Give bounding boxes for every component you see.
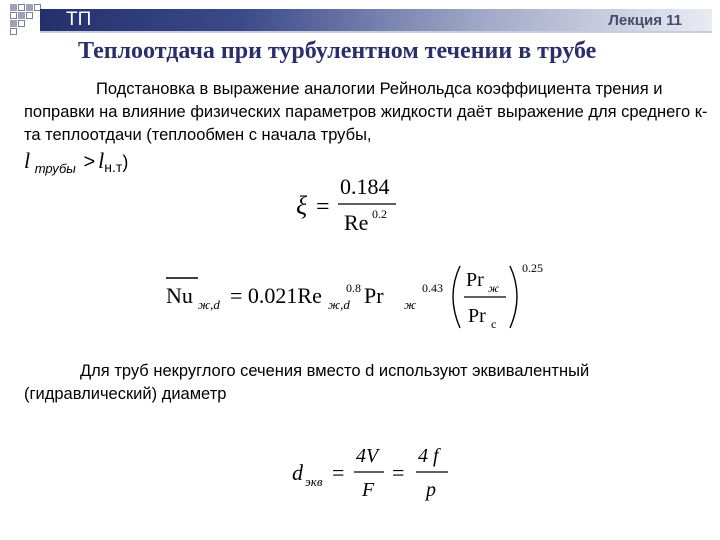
d-subscript: экв: [305, 474, 323, 489]
xi-denominator-exponent: 0.2: [372, 207, 387, 221]
d-equals-2: =: [392, 460, 405, 485]
l2-subscript: н.т: [104, 159, 123, 175]
paragraph-1-text: Подстановка в выражение аналогии Рейнольдса коэффициента трения и поправки на влияние физических параметров жидкости даёт выражение для среднего к-та теплоотдачи (теплообмен с начала трубы,: [24, 80, 708, 144]
pr-symbol: Pr: [364, 283, 384, 308]
square-deco: [10, 20, 17, 27]
gt-sign: >: [83, 151, 96, 173]
l2-symbol: l: [98, 148, 105, 173]
d-symbol: d: [292, 460, 303, 485]
right-paren: [510, 266, 517, 328]
d-numerator-2: 4 f: [418, 445, 439, 467]
square-deco: [26, 4, 33, 11]
frac-denominator: Pr: [468, 305, 486, 327]
d-denominator-2: p: [426, 479, 436, 501]
d-equals-1: =: [332, 460, 345, 485]
square-deco: [10, 4, 17, 11]
paragraph-2: [24, 360, 710, 406]
l-symbol: l: [24, 148, 31, 173]
formula-xi: [290, 170, 430, 240]
slide-title: Теплоотдача при турбулентном течении в трубе: [78, 38, 597, 64]
frac-numerator-subscript: ж: [488, 281, 500, 295]
nu-subscript: ж,d: [198, 297, 220, 312]
frac-exponent: 0.25: [522, 261, 543, 275]
square-deco: [26, 12, 33, 19]
header-underline: [40, 31, 712, 33]
re-subscript: ж,d: [328, 297, 350, 312]
nu-symbol: Nu: [166, 283, 193, 308]
d-denominator-1: F: [362, 479, 375, 501]
paragraph-2-text: Для труб некруглого сечения вместо d используют эквивалентный (гидравлический) диаметр: [24, 362, 590, 403]
xi-equals: =: [316, 194, 330, 220]
square-deco: [10, 12, 17, 19]
pr-subscript: ж: [404, 297, 417, 312]
xi-numerator: 0.184: [340, 174, 390, 199]
formula-d: [288, 436, 468, 506]
re-exponent: 0.8: [346, 281, 361, 295]
close-paren: ): [122, 152, 129, 172]
d-numerator-1: 4V: [356, 445, 379, 467]
formula-nu: [160, 256, 560, 336]
square-deco: [18, 20, 25, 27]
pr-exponent: 0.43: [422, 281, 443, 295]
xi-denominator: Re: [344, 210, 369, 235]
l-subscript: трубы: [34, 161, 76, 176]
paragraph-1: [24, 78, 710, 147]
xi-symbol: ξ: [296, 191, 308, 220]
condition-line: [24, 148, 128, 177]
square-deco: [10, 28, 17, 35]
lecture-label: Лекция 11: [608, 12, 682, 29]
left-paren: [453, 266, 460, 328]
nu-coefficient: = 0.021Re: [230, 283, 322, 308]
square-deco: [18, 12, 25, 19]
frac-numerator: Pr: [466, 269, 484, 291]
course-label: ТП: [66, 9, 92, 30]
frac-denominator-subscript: c: [491, 317, 497, 331]
square-deco: [18, 4, 25, 11]
